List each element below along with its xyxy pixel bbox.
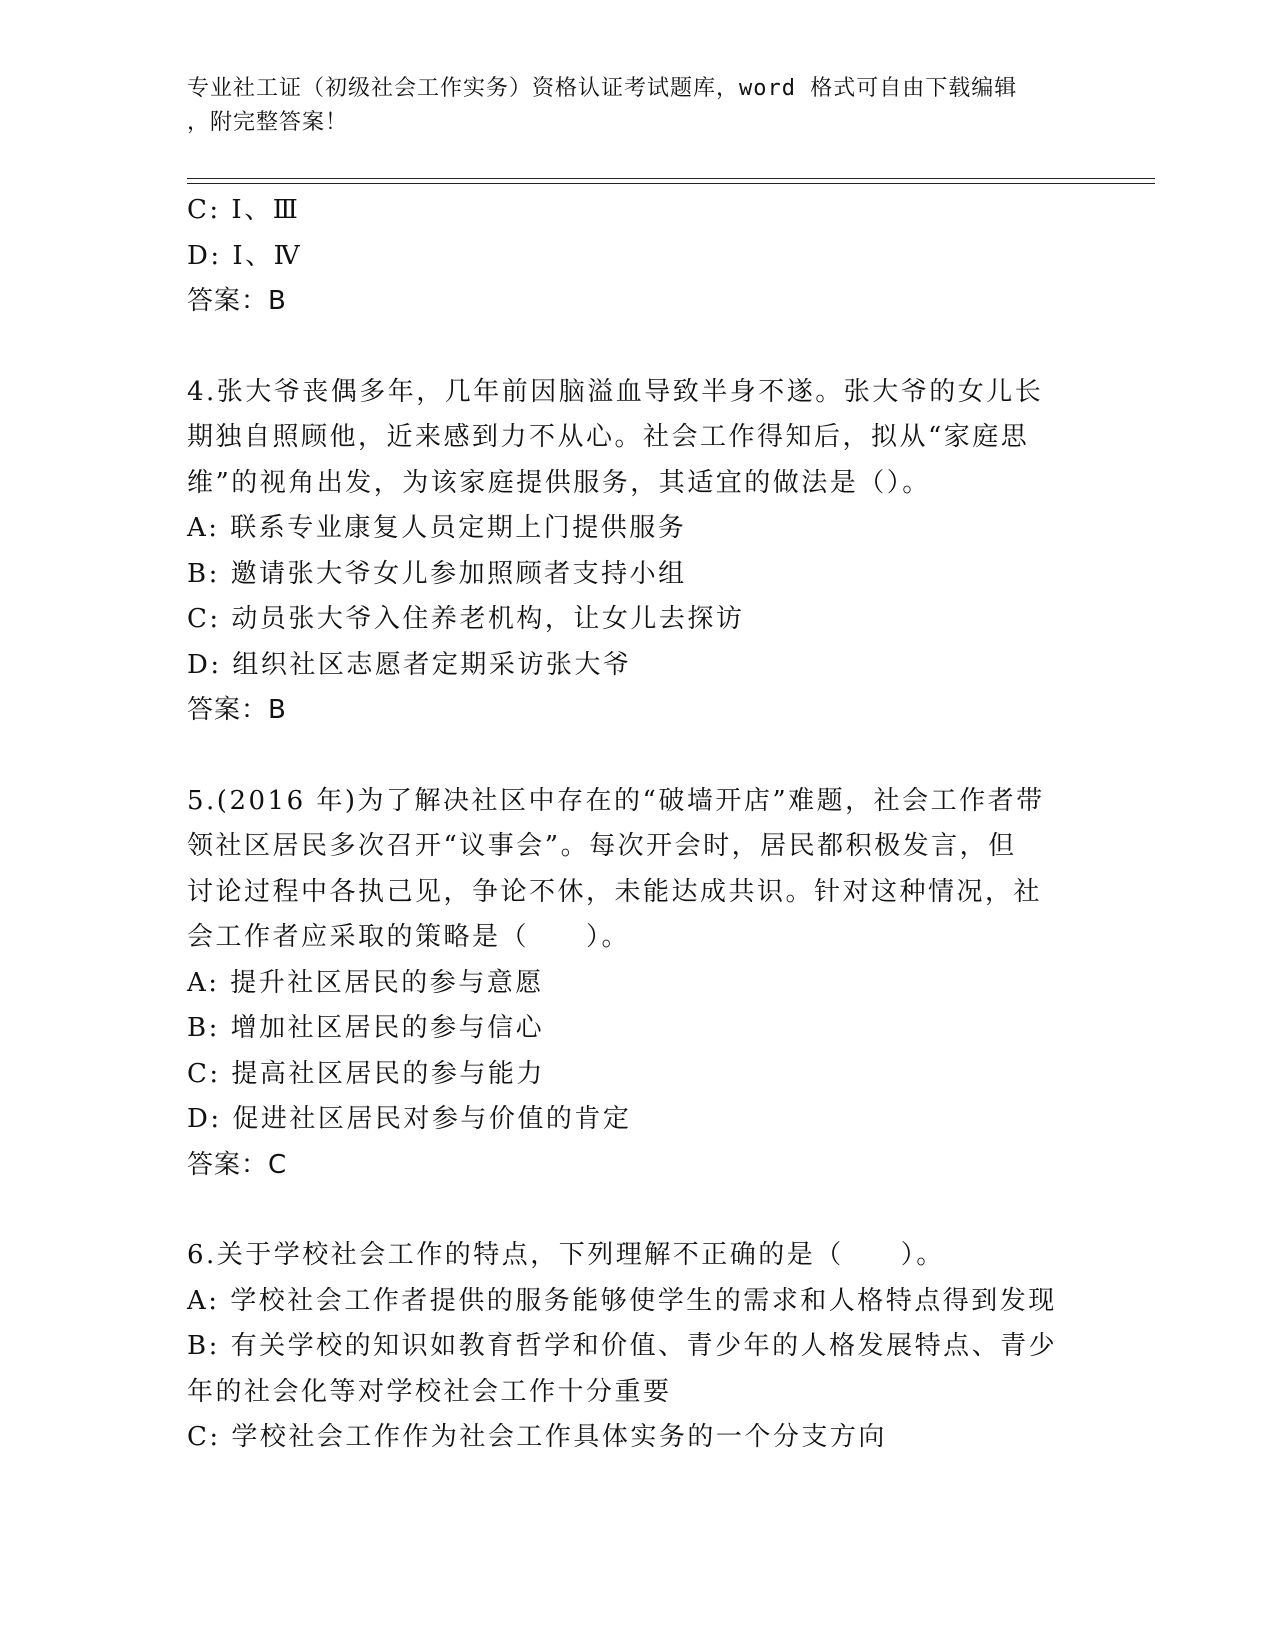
option-d: D: 组织社区志愿者定期采访张大爷 <box>187 649 632 680</box>
option-c: C: Ⅰ、Ⅲ <box>187 195 301 225</box>
option-d: D: 促进社区居民对参与价值的肯定 <box>187 1104 632 1134</box>
document-header <box>187 72 1087 140</box>
header-line-1: 专业社工证（初级社会工作实务）资格认证考试题库，word 格式可自由下载编辑 <box>187 76 1018 101</box>
option-b: B: 邀请张大爷女儿参加照顾者支持小组 <box>187 558 687 589</box>
header-divider-bottom <box>187 183 1155 184</box>
question-3-tail <box>187 188 1087 325</box>
question-stem-line: 6.关于学校社会工作的特点，下列理解不正确的是（ ）。 <box>187 1240 945 1270</box>
option-b: B: 增加社区居民的参与信心 <box>187 1013 545 1043</box>
question-stem-line: 4.张大爷丧偶多年，几年前因脑溢血导致半身不遂。张大爷的女儿长 <box>187 376 1044 407</box>
option-a: A: 联系专业康复人员定期上门提供服务 <box>187 513 687 543</box>
question-stem-line: 领社区居民多次召开“议事会”。每次开会时，居民都积极发言，但 <box>187 831 1017 861</box>
option-c: C: 动员张大爷入住养老机构，让女儿去探访 <box>187 604 745 634</box>
header-line-2: ，附完整答案！ <box>187 110 349 135</box>
question-5 <box>187 779 1087 1189</box>
option-c: C: 提高社区居民的参与能力 <box>187 1058 545 1089</box>
question-stem-line: 5.(2016 年)为了解决社区中存在的“破墙开店”难题，社会工作者带 <box>187 785 1045 816</box>
header-divider-top <box>187 178 1155 179</box>
option-b: B: 有关学校的知识如教育哲学和价值、青少年的人格发展特点、青少 <box>187 1331 1058 1361</box>
option-d: D: Ⅰ、Ⅳ <box>187 240 303 271</box>
document-body <box>187 188 1087 1461</box>
question-stem-line: 期独自照顾他，近来感到力不从心。社会工作得知后，拟从“家庭思 <box>187 422 1030 452</box>
option-a: A: 学校社会工作者提供的服务能够使学生的需求和人格特点得到发现 <box>187 1285 1057 1316</box>
question-stem-line: 会工作者应采取的策略是（ ）。 <box>187 922 631 952</box>
answer: 答案：B <box>187 286 287 316</box>
question-6 <box>187 1233 1087 1461</box>
option-c: C: 学校社会工作作为社会工作具体实务的一个分支方向 <box>187 1422 887 1452</box>
option-a: A: 提升社区居民的参与意愿 <box>187 967 544 998</box>
question-stem-line: 讨论过程中各执己见，争论不休，未能达成共识。针对这种情况，社 <box>187 876 1043 907</box>
question-4 <box>187 370 1087 734</box>
answer: 答案：B <box>187 695 287 725</box>
answer: 答案：C <box>187 1149 288 1180</box>
option-b-continued: 年的社会化等对学校社会工作十分重要 <box>187 1376 672 1407</box>
question-stem-line: 维”的视角出发，为该家庭提供服务，其适宜的做法是（）。 <box>187 467 931 498</box>
